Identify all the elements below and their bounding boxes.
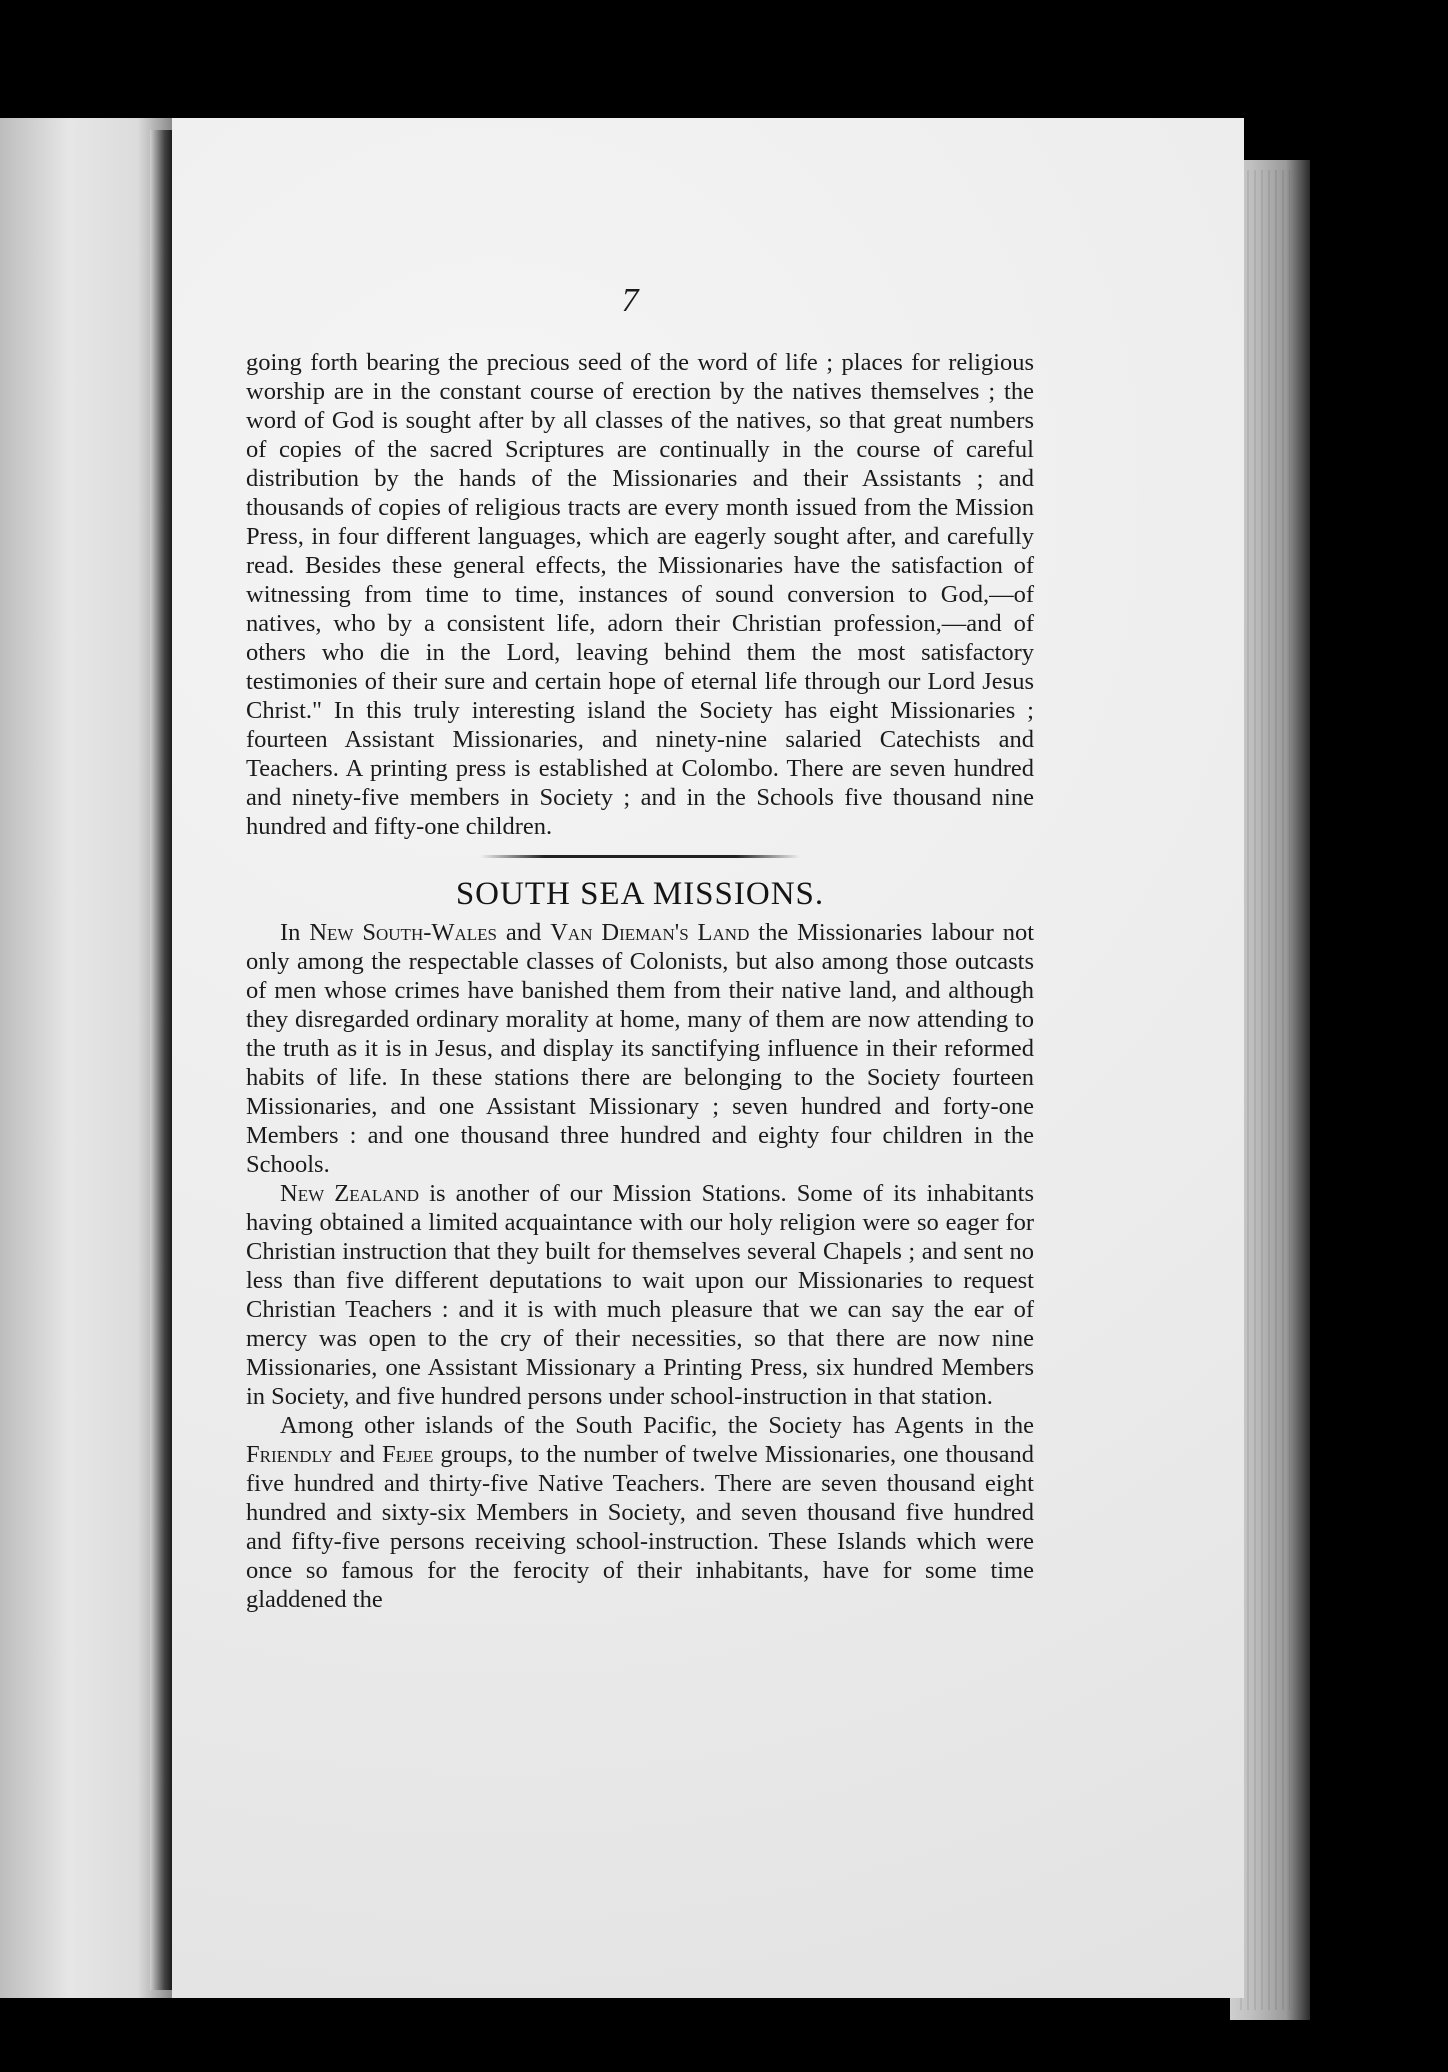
page-stack-lines <box>1240 170 1290 2010</box>
nsw-and: and <box>505 919 542 946</box>
nsw-body: the Missionaries labour not only among the respectable classes of Colonists, but also among those outcasts of men whose crimes have banished them from their native land, and although they disregarded ordinary morality at home, many of them are now attending to the truth as it is in Jesus, and display its sanctifying influence in their reformed habits of life. In these stations there are belonging to the Society fourteen Missionaries, and one Assistant Missionary ; seven hundred and forty-one Members : and one thousand three hundred and eighty four children in the Schools. <box>246 919 1035 1178</box>
nsw-lead-in: In <box>280 919 301 946</box>
nz-paragraph <box>246 1179 1034 1411</box>
pacific-part2: groups, to the number of twelve Missionaries, one thousand five hundred and thirty-five Native Teachers. There are seven thousand eight hundred and sixty-six Members in Society, and seven thousand five hundred and fifty-five persons receiving school-instruction. These Islands which were once so famous for the ferocity of their inhabitants, have for some time gladdened the <box>246 1441 1035 1613</box>
page-text <box>246 348 1034 1614</box>
place-new-south-wales: New South-Wales <box>309 919 497 946</box>
pacific-part1: Among other islands of the South Pacific, the Society has Agents in the <box>280 1412 1034 1439</box>
page-number: 7 <box>621 282 639 319</box>
place-new-zealand: New Zealand <box>280 1180 420 1207</box>
pacific-and: and <box>339 1441 375 1468</box>
nz-body: is another of our Mission Stations. Some of its inhabitants having obtained a limited acquaintance with our holy religion were so eager for Christian instruction that they built for themselves several Chapels ; and sent no less than five different deputations to wait upon our Missionaries to request Christian Teachers : and it is with much pleasure that we can say the ear of mercy was open to the cry of their necessities, so that there are now nine Missionaries, one Assistant Missionary a Printing Press, six hundred Members in Society, and five hundred persons under school-instruction in that station. <box>246 1180 1035 1410</box>
section-heading: SOUTH SEA MISSIONS. <box>455 876 825 912</box>
section-divider <box>480 855 800 858</box>
ceylon-paragraph: going forth bearing the precious seed of the word of life ; places for religious worship are in the constant course of erection by the natives themselves ; the word of God is sought after by all classes of the natives, so that great numbers of copies of the sacred Scriptures are continually in the course of careful distribution by the hands of the Missionaries and their Assistants ; and thousands of copies of religious tracts are every month issued from the Mission Press, in four different languages, which are eagerly sought after, and carefully read. Besides these general effects, the Missionaries have the satisfaction of witnessing from time to time, instances of sound conversion to God,—of natives, who by a consistent life, adorn their Christian profession,—and of others who die in the Lord, leaving behind them the most satisfactory testimonies of their sure and certain hope of eternal life through our Lord Jesus Christ." In this truly interesting island the Society has eight Missionaries ; fourteen Assistant Missionaries, and ninety-nine salaried Catechists and Teachers. A printing press is established at Colombo. There are seven hundred and ninety-five members in Society ; and in the Schools five thousand nine hundred and fifty-one children. <box>246 349 1034 840</box>
place-friendly: Friendly <box>246 1441 333 1468</box>
facing-page-fragment <box>0 118 172 1998</box>
place-van-diemans-land: Van Dieman's Land <box>550 919 750 946</box>
nsw-paragraph <box>246 918 1034 1179</box>
place-fejee: Fejee <box>381 1441 434 1468</box>
pacific-paragraph <box>246 1411 1034 1614</box>
book-gutter <box>150 130 174 1990</box>
